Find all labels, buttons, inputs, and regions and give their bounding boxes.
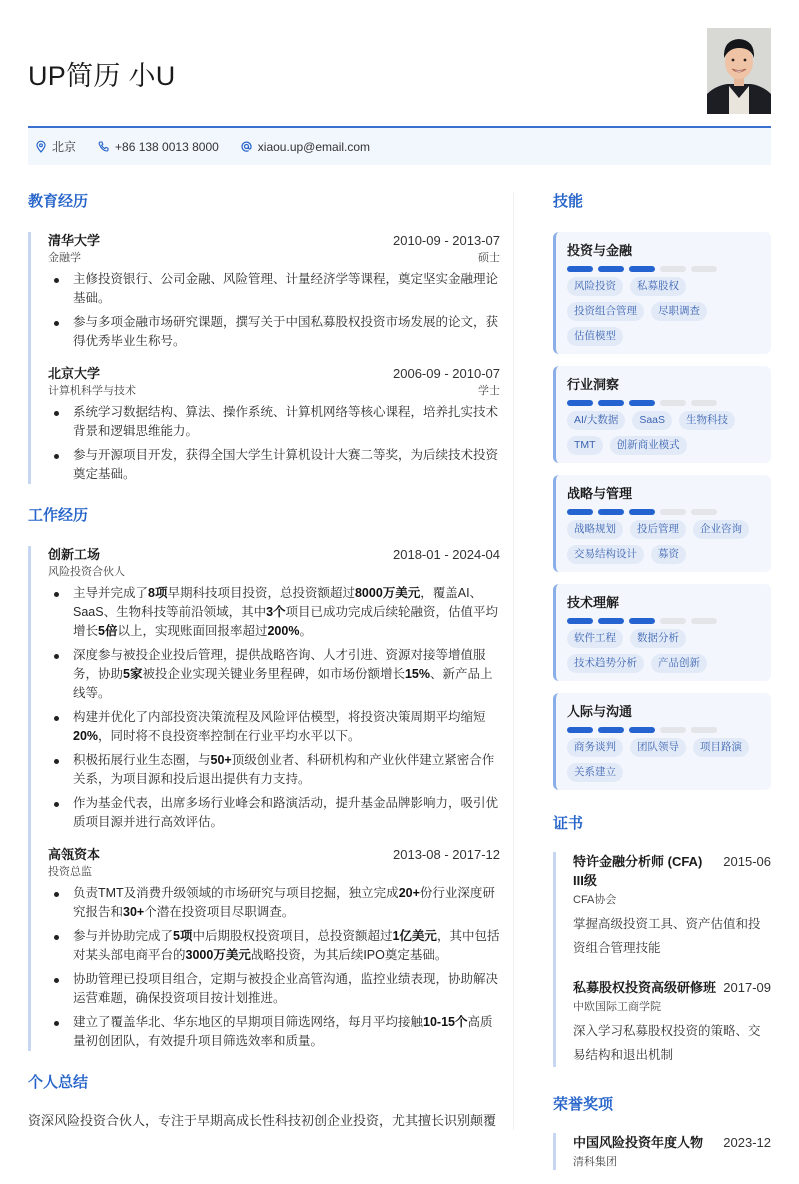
certificate-date: 2015-06 <box>723 854 771 869</box>
work-bullets <box>48 584 500 832</box>
certificate-name: 私募股权投资高级研修班 <box>573 980 717 995</box>
skill-category-name: 投资与金融 <box>567 243 633 258</box>
certificate-desc: 掌握高级投资工具、资产估值和投资组合管理技能 <box>573 917 761 955</box>
phone-icon <box>98 141 109 152</box>
certificate-date: 2017-09 <box>723 980 771 995</box>
bullet-item: 负责TMT及消费升级领域的市场研究与项目挖掘，独立完成20+份行业深度研究报告和30+个潜在投资项目尽职调查。 <box>48 884 500 922</box>
main-column <box>28 190 500 1131</box>
bullet-item: 系统学习数据结构、算法、操作系统、计算机网络等核心课程，培养扎实技术背景和逻辑思维能力。 <box>48 403 500 441</box>
honor-entry <box>573 1133 771 1170</box>
education-entry <box>48 365 500 484</box>
contact-location <box>36 138 76 155</box>
bullet-item: 深度参与被投企业投后管理，提供战略咨询、人才引进、资源对接等增值服务，协助5家被投企业实现关键业务里程碑，如市场份额增长15%、新产品上线等。 <box>48 646 500 703</box>
certificate-entry <box>573 852 771 960</box>
section-title-skills: 技能 <box>553 193 584 210</box>
level-segment <box>567 509 593 515</box>
skill-level-bar <box>567 618 761 624</box>
level-segment <box>691 266 717 272</box>
level-segment <box>691 618 717 624</box>
skills-list <box>553 232 771 790</box>
level-segment <box>691 509 717 515</box>
profile-photo <box>707 28 771 114</box>
certificate-list <box>553 852 771 1067</box>
bullet-item: 参与并协助完成了5项中后期股权投资项目，总投资额超过1亿美元，其中包括对某头部电商平台的3000万美元战略投资，为其后续IPO奠定基础。 <box>48 927 500 965</box>
section-title-education: 教育经历 <box>28 193 89 210</box>
location-text: 北京 <box>52 140 77 154</box>
certificate-org: CFA协会 <box>573 894 617 906</box>
skill-card <box>553 584 771 681</box>
at-sign-icon <box>241 141 252 152</box>
section-title-certificates: 证书 <box>553 815 584 832</box>
level-segment <box>567 727 593 733</box>
skill-tags <box>567 277 761 346</box>
skill-tag: 投后管理 <box>630 520 686 539</box>
company-name: 创新工场 <box>48 547 101 562</box>
skill-tag: 风险投资 <box>567 277 623 296</box>
skill-level-bar <box>567 266 761 272</box>
skill-tag: TMT <box>567 436 603 455</box>
contact-bar <box>28 128 771 165</box>
level-segment <box>629 727 655 733</box>
company-name: 高瓴资本 <box>48 847 101 862</box>
major: 金融学 <box>48 252 81 264</box>
bullet-item: 主修投资银行、公司金融、风险管理、计量经济学等课程，奠定坚实金融理论基础。 <box>48 270 500 308</box>
honor-date: 2023-12 <box>723 1135 771 1150</box>
skill-card <box>553 475 771 572</box>
level-segment <box>629 266 655 272</box>
level-segment <box>660 266 686 272</box>
level-segment <box>567 400 593 406</box>
skill-tag: 商务谈判 <box>567 738 623 757</box>
major: 计算机科学与技术 <box>48 385 136 397</box>
education-list <box>28 232 500 484</box>
honor-name: 中国风险投资年度人物 <box>573 1135 704 1150</box>
school-name: 北京大学 <box>48 366 101 381</box>
sidebar-column <box>553 190 771 1184</box>
certificate-name: 特许金融分析师 (CFA) III级 <box>573 854 703 888</box>
skill-tags <box>567 411 761 455</box>
level-segment <box>598 266 624 272</box>
level-segment <box>629 509 655 515</box>
skill-level-bar <box>567 400 761 406</box>
contact-email[interactable] <box>241 140 370 154</box>
level-segment <box>598 618 624 624</box>
skill-card <box>553 232 771 354</box>
location-pin-icon <box>36 141 46 153</box>
skill-tag: 创新商业模式 <box>610 436 687 455</box>
skill-level-bar <box>567 727 761 733</box>
bullet-item: 积极拓展行业生态圈，与50+顶级创业者、科研机构和产业伙伴建立紧密合作关系，为项目源和投后退出提供有力支持。 <box>48 751 500 789</box>
candidate-name: UP简历 小U <box>28 61 176 91</box>
avatar-portrait-icon <box>707 28 771 114</box>
skill-tag: 产品创新 <box>651 654 707 673</box>
level-segment <box>660 727 686 733</box>
skill-tags <box>567 629 761 673</box>
degree: 硕士 <box>478 252 500 264</box>
skill-tag: 软件工程 <box>567 629 623 648</box>
level-segment <box>660 400 686 406</box>
email-text: xiaou.up@email.com <box>257 139 371 154</box>
section-title-work: 工作经历 <box>28 507 89 524</box>
work-entry <box>48 546 500 832</box>
skill-card <box>553 366 771 463</box>
section-title-honors: 荣誉奖项 <box>553 1096 614 1113</box>
skill-tag: 生物科技 <box>679 411 735 430</box>
honor-org: 清科集团 <box>573 1156 617 1168</box>
level-segment <box>691 727 717 733</box>
level-segment <box>691 400 717 406</box>
bullet-item: 建立了覆盖华北、华东地区的早期项目筛选网络，每月平均接触10-15个高质量初创团队，有效提升项目筛选效率和质量。 <box>48 1013 500 1051</box>
skill-tag: 投资组合管理 <box>567 302 644 321</box>
work-date: 2013-08 - 2017-12 <box>393 847 500 862</box>
work-date: 2018-01 - 2024-04 <box>393 547 500 562</box>
degree: 学士 <box>478 385 500 397</box>
skill-tag: 战略规划 <box>567 520 623 539</box>
certificate-org: 中欧国际工商学院 <box>573 1001 661 1013</box>
bullet-item: 参与开源项目开发，获得全国大学生计算机设计大赛二等奖，为后续技术投资奠定基础。 <box>48 446 500 484</box>
skill-category-name: 战略与管理 <box>567 486 633 501</box>
bullet-item: 协助管理已投项目组合，定期与被投企业高管沟通，监控业绩表现，协助解决运营难题，确保投资项目按计划推进。 <box>48 970 500 1008</box>
education-date: 2006-09 - 2010-07 <box>393 366 500 381</box>
skill-tag: 私募股权 <box>630 277 686 296</box>
level-segment <box>629 400 655 406</box>
skill-tag: 数据分析 <box>630 629 686 648</box>
skill-tags <box>567 520 761 564</box>
certificate-desc: 深入学习私募股权投资的策略、交易结构和退出机制 <box>573 1024 761 1062</box>
education-bullets <box>48 403 500 484</box>
school-name: 清华大学 <box>48 233 101 248</box>
education-date: 2010-09 - 2013-07 <box>393 233 500 248</box>
level-segment <box>598 400 624 406</box>
section-title-summary: 个人总结 <box>28 1074 89 1091</box>
skill-tag: 技术趋势分析 <box>567 654 644 673</box>
skill-tags <box>567 738 761 782</box>
skill-tag: 尽职调查 <box>651 302 707 321</box>
work-entry <box>48 846 500 1051</box>
education-bullets <box>48 270 500 351</box>
skill-tag: 关系建立 <box>567 763 623 782</box>
bullet-item: 作为基金代表，出席多场行业峰会和路演活动，提升基金品牌影响力，吸引优质项目源并进行高效评估。 <box>48 794 500 832</box>
phone-text: +86 138 0013 8000 <box>115 139 219 154</box>
education-entry <box>48 232 500 351</box>
skill-tag: 团队领导 <box>630 738 686 757</box>
skill-category-name: 人际与沟通 <box>567 704 633 719</box>
level-segment <box>598 727 624 733</box>
skill-tag: 估值模型 <box>567 327 623 346</box>
skill-category-name: 技术理解 <box>567 595 620 610</box>
bullet-item: 构建并优化了内部投资决策流程及风险评估模型，将投资决策周期平均缩短20%，同时将不良投资率控制在行业平均水平以下。 <box>48 708 500 746</box>
skill-tag: 项目路演 <box>693 738 749 757</box>
bullet-item: 参与多项金融市场研究课题，撰写关于中国私募股权投资市场发展的论文，获得优秀毕业生称号。 <box>48 313 500 351</box>
certificate-entry <box>573 978 771 1067</box>
skill-tag: SaaS <box>632 411 672 430</box>
skill-card <box>553 693 771 790</box>
level-segment <box>629 618 655 624</box>
summary-text: 资深风险投资合伙人，专注于早期高成长性科技初创企业投资，尤其擅长识别颠覆 <box>28 1113 497 1128</box>
job-role: 风险投资合伙人 <box>48 566 125 578</box>
level-segment <box>660 509 686 515</box>
skill-tag: 募资 <box>651 545 686 564</box>
level-segment <box>567 618 593 624</box>
skill-tag: 交易结构设计 <box>567 545 644 564</box>
skill-tag: 企业咨询 <box>693 520 749 539</box>
skill-level-bar <box>567 509 761 515</box>
contact-phone[interactable] <box>98 140 219 154</box>
skill-category-name: 行业洞察 <box>567 377 620 392</box>
honor-list <box>553 1133 771 1170</box>
level-segment <box>660 618 686 624</box>
job-role: 投资总监 <box>48 866 92 878</box>
work-bullets <box>48 884 500 1051</box>
skill-tag: AI/大数据 <box>567 411 625 430</box>
column-divider <box>513 192 514 1130</box>
level-segment <box>598 509 624 515</box>
work-list <box>28 546 500 1051</box>
bullet-item: 主导并完成了8项早期科技项目投资，总投资额超过8000万美元，覆盖AI、SaaS、生物科技等前沿领域，其中3个项目已成功完成后续轮融资，估值平均增长5倍以上，实现账面回报率超过200%。 <box>48 584 500 641</box>
resume-header <box>28 28 771 114</box>
level-segment <box>567 266 593 272</box>
